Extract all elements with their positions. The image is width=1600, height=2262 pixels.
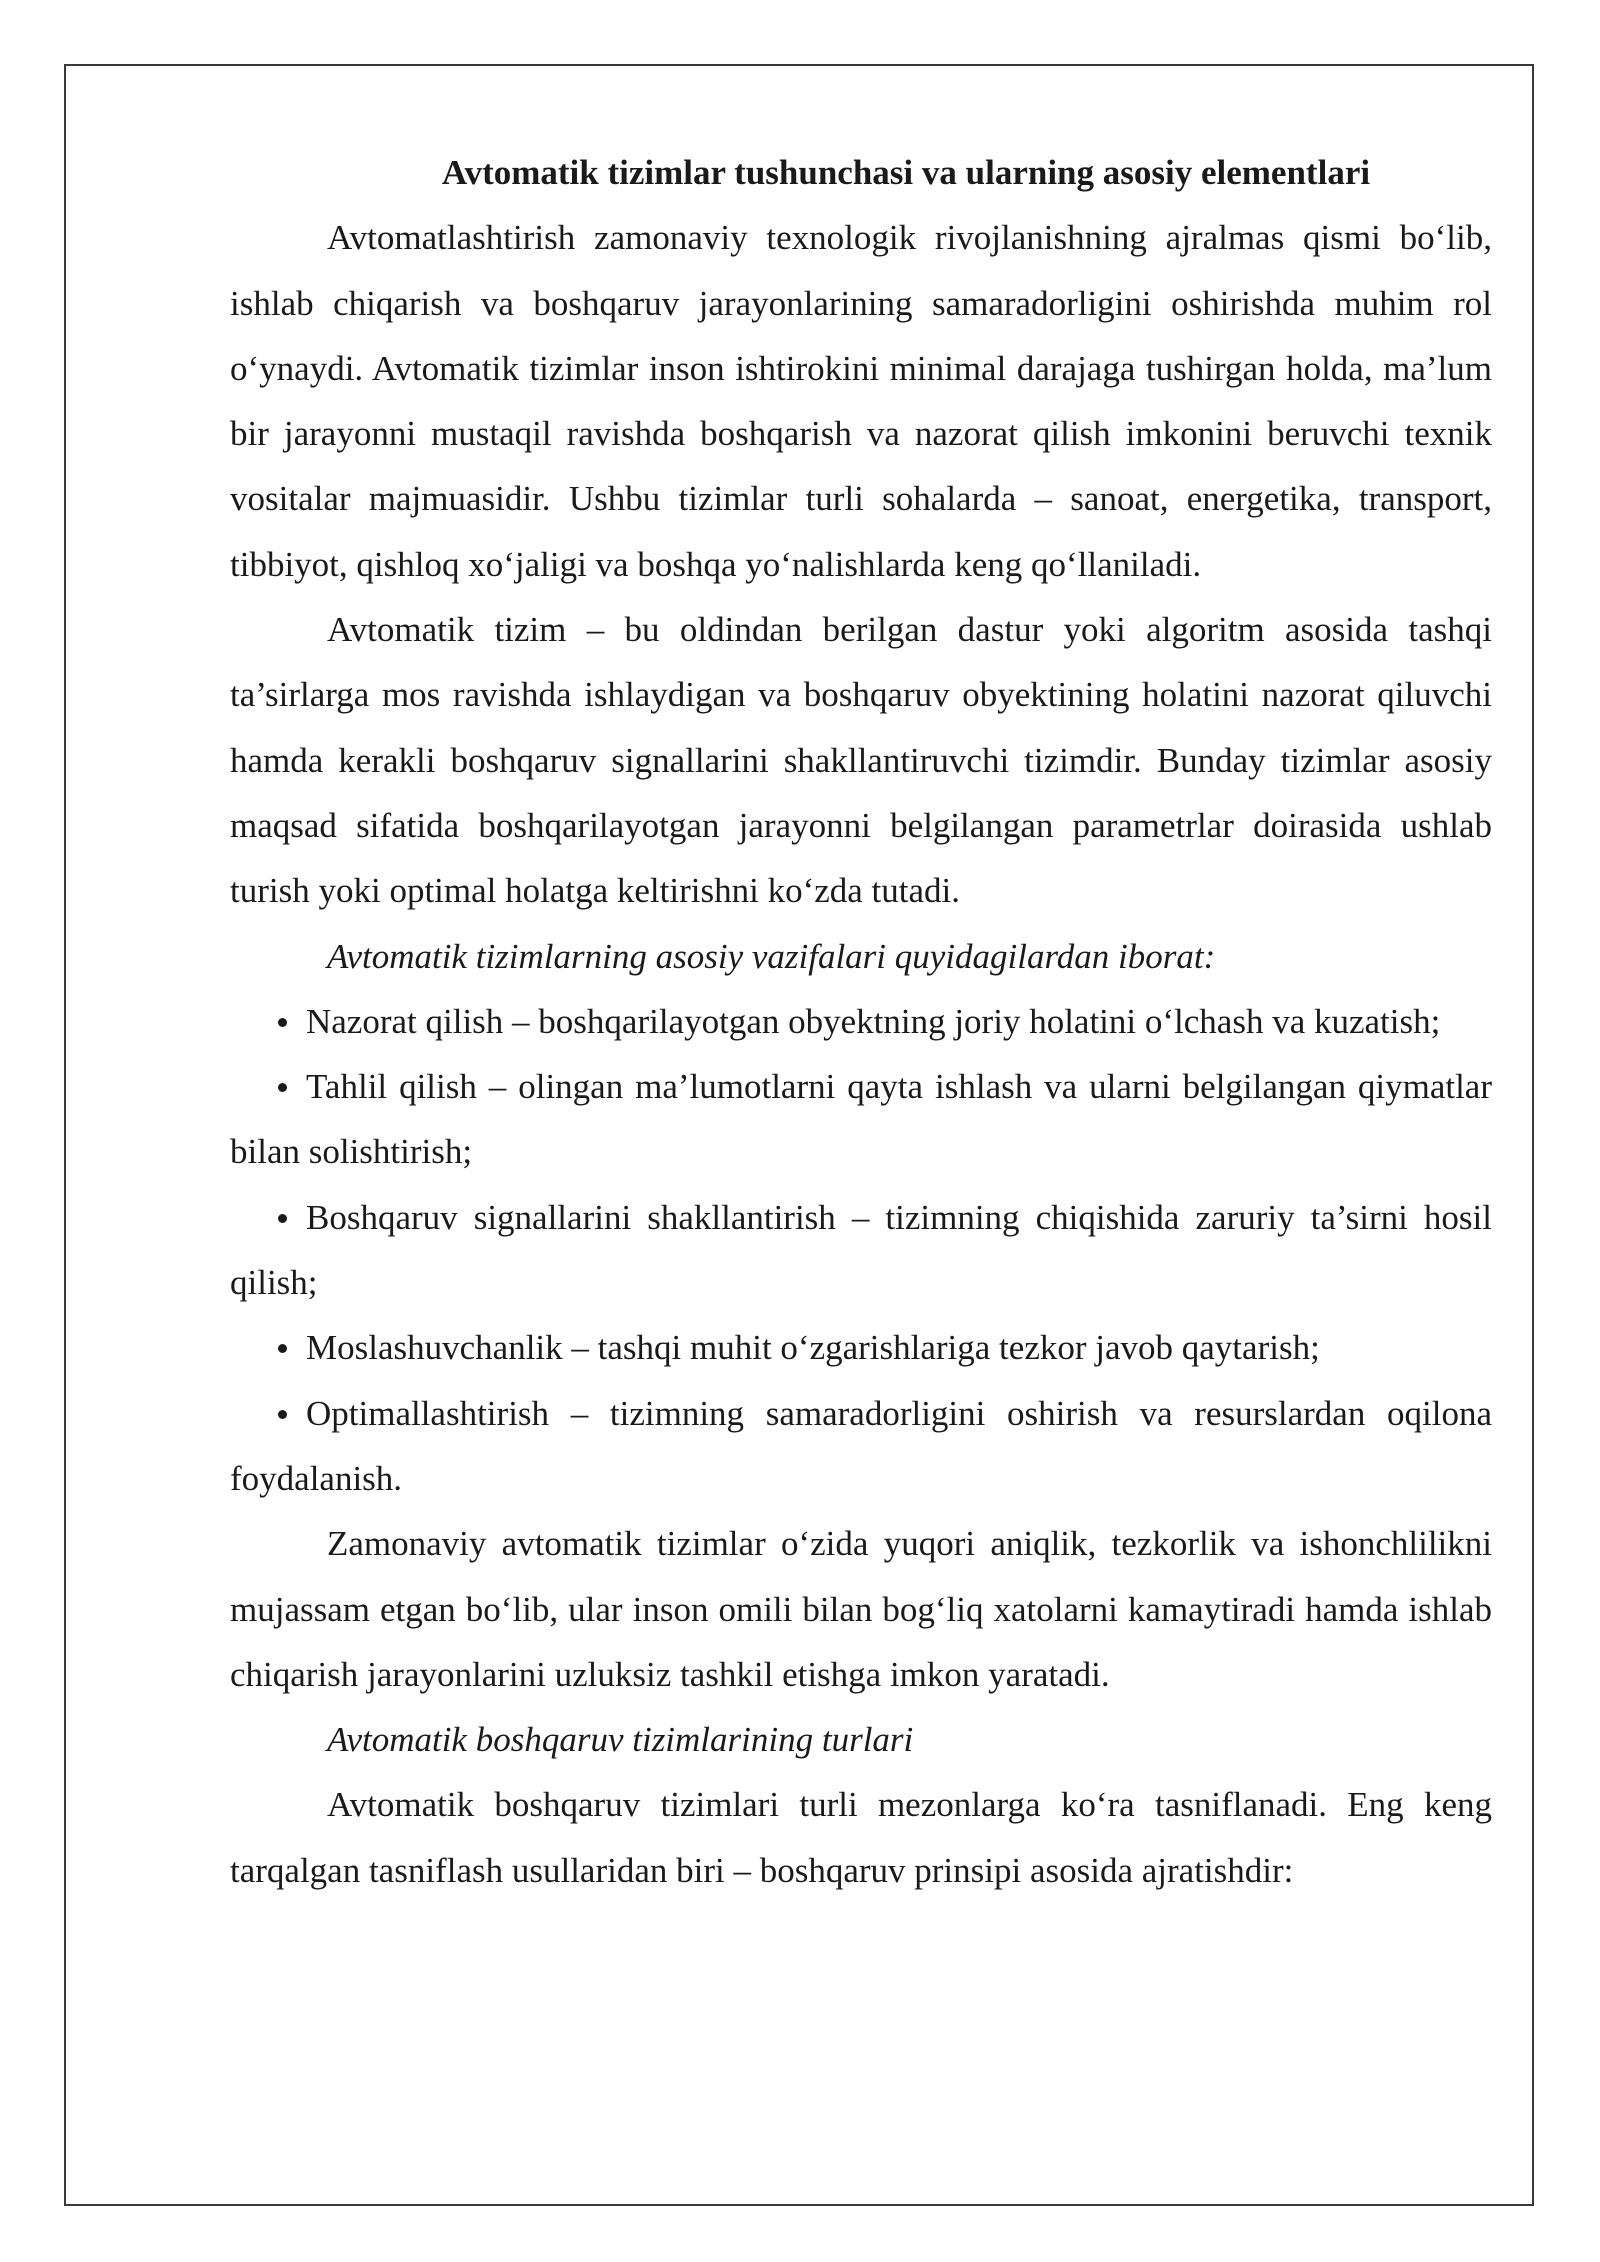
bullet-icon bbox=[278, 1083, 287, 1092]
document-title: Avtomatik tizimlar tushunchasi va ularning asosiy elementlari bbox=[441, 153, 1371, 192]
bullet-icon bbox=[278, 1344, 287, 1353]
functions-list bbox=[230, 989, 1492, 1511]
document-body bbox=[230, 140, 1492, 1903]
functions-heading: Avtomatik tizimlarning asosiy vazifalari quyidagilardan iborat: bbox=[327, 936, 1216, 976]
list-item bbox=[230, 1185, 1492, 1316]
bullet-icon bbox=[278, 1214, 287, 1223]
bullet-icon bbox=[278, 1410, 287, 1419]
list-item bbox=[230, 1054, 1492, 1185]
bullet-icon bbox=[278, 1018, 287, 1027]
intro-paragraph-2: Avtomatik tizim – bu oldindan berilgan dastur yoki algoritm asosida tashqi ta’sirlarga mos ravishda ishlaydigan va boshqaruv obyektining holatini nazorat qiluvchi hamda kerakli boshqaruv signallarini shakllantiruvchi tizimdir. Bunday tizimlar asosiy maqsad sifatida boshqarilayotgan jarayonni belgilangan parametrlar doirasida ushlab turish yoki optimal holatga keltirishni ko‘zda tutadi. bbox=[230, 610, 1492, 911]
types-paragraph: Avtomatik boshqaruv tizimlari turli mezonlarga ko‘ra tasniflanadi. Eng keng tarqalgan tasniflash usullaridan biri – boshqaruv prinsipi asosida ajratishdir: bbox=[230, 1785, 1492, 1890]
list-item-text: Boshqaruv signallarini shakllantirish – tizimning chiqishida zaruriy ta’sirni hosil qilish; bbox=[230, 1197, 1492, 1303]
list-item bbox=[230, 989, 1492, 1054]
list-item bbox=[230, 1315, 1492, 1380]
list-item bbox=[230, 1381, 1492, 1512]
modern-systems-paragraph: Zamonaviy avtomatik tizimlar o‘zida yuqori aniqlik, tezkorlik va ishonchlilikni mujassam etgan bo‘lib, ular inson omili bilan bog‘liq xatolarni kamaytiradi hamda ishlab chiqarish jarayonlarini uzluksiz tashkil etishga imkon yaratadi. bbox=[230, 1524, 1492, 1694]
types-heading: Avtomatik boshqaruv tizimlarining turlari bbox=[327, 1720, 914, 1760]
list-item-text: Optimallashtirish – tizimning samaradorligini oshirish va resurslardan oqilona foydalanish. bbox=[230, 1393, 1492, 1498]
list-item-text: Nazorat qilish – boshqarilayotgan obyektning joriy holatini o‘lchash va kuzatish; bbox=[306, 1001, 1441, 1041]
list-item-text: Moslashuvchanlik – tashqi muhit o‘zgarishlariga tezkor javob qaytarish; bbox=[306, 1328, 1320, 1368]
list-item-text: Tahlil qilish – olingan ma’lumotlarni qayta ishlash va ularni belgilangan qiymatlar bilan solishtirish; bbox=[230, 1067, 1492, 1172]
intro-paragraph-1: Avtomatlashtirish zamonaviy texnologik rivojlanishning ajralmas qismi bo‘lib, ishlab chiqarish va boshqaruv jarayonlarining samaradorligini oshirishda muhim rol o‘ynaydi. Avtomatik tizimlar inson ishtirokini minimal darajaga tushirgan holda, ma’lum bir jarayonni mustaqil ravishda boshqarish va nazorat qilish imkonini beruvchi texnik vositalar majmuasidir. Ushbu tizimlar turli sohalarda – sanoat, energetika, transport, tibbiyot, qishloq xo‘jaligi va boshqa yo‘nalishlarda keng qo‘llaniladi. bbox=[230, 218, 1492, 584]
